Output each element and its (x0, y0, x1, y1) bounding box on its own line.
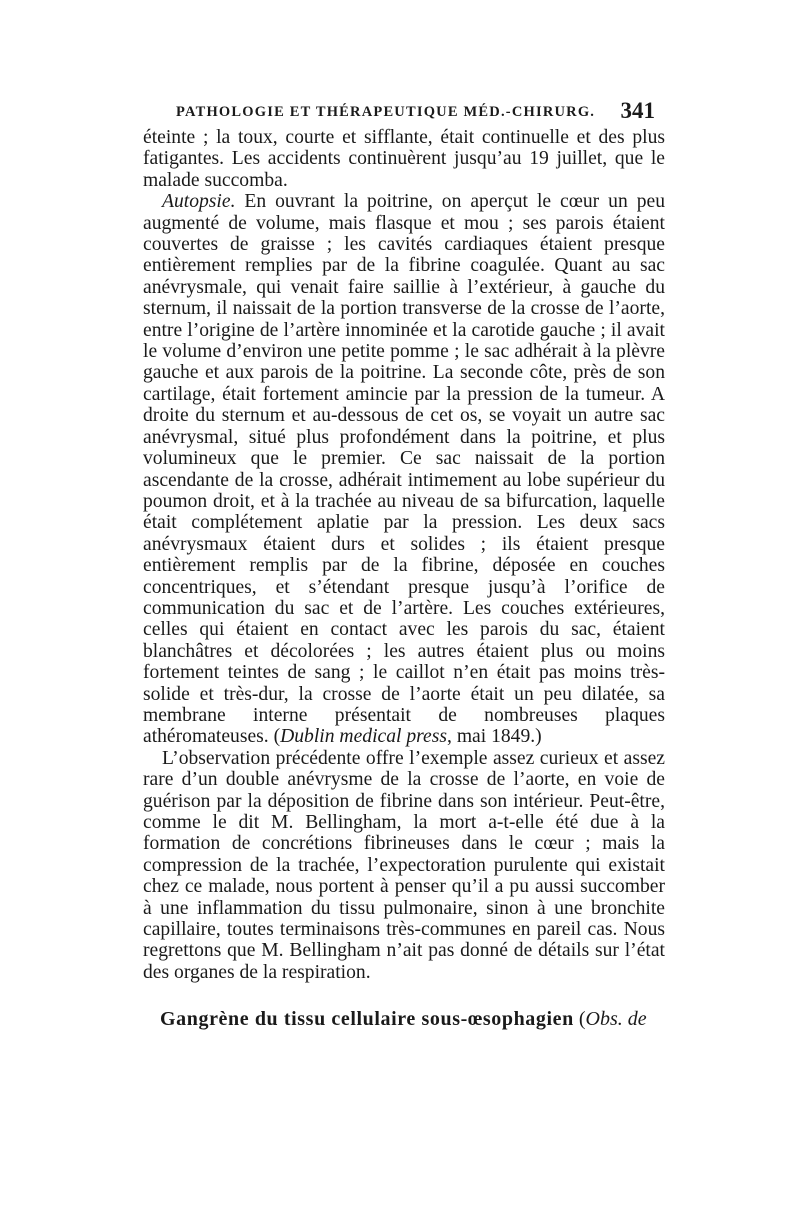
obs-label: Obs. de (585, 1008, 647, 1030)
section-title: Gangrène du tissu cellulaire sous-œsophagien (160, 1008, 574, 1030)
next-section-heading (160, 1008, 665, 1031)
paren-open: ( (573, 1008, 586, 1030)
paragraph-commentary: L’observation précédente offre l’exemple assez curieux et assez rare d’un double anévrysme de la crosse de l’aorte, en voie de guérison par la déposition de fibrine dans son intérieur. Peut-être, comme le dit M. Bellingham, la mort a-t-elle été due à la formation de concrétions fibrineuses dans le cœur ; mais la compression de la trachée, l’expectoration purulente qui existait chez ce malade, nous portent à penser qu’il a pu aussi succomber à une inflammation du tissu pulmonaire, sinon à une bronchite capillaire, toutes terminaisons très-communes en pareil cas. Nous regrettons que M. Bellingham n’ait pas donné de détails sur l’état des organes de la respiration. (143, 747, 665, 983)
source-citation: Dublin medical press (280, 726, 448, 748)
source-date: , mai 1849.) (447, 726, 542, 748)
page-header (143, 98, 665, 128)
body-text (143, 127, 665, 983)
paragraph-continuation: éteinte ; la toux, courte et sifflante, était continuelle et des plus fatigantes. Les accidents continuèrent jusqu’au 19 juillet, que le malade succomba. (143, 127, 665, 191)
autopsie-lead: Autopsie. (162, 191, 236, 213)
paragraph-autopsie (143, 191, 665, 748)
autopsie-text: En ouvrant la poitrine, on aperçut le cœur un peu augmenté de volume, mais flasque et mou ; ses parois étaient couvertes de graisse ; les cavités cardiaques étaient presque entièrement remplies par de la fibrine coagulée. Quant au sac anévrysmale, qui venait faire saillie à l’extérieur, à gauche du sternum, il naissait de la portion transverse de la crosse de l’aorte, entre l’origine de l’artère innominée et la carotide gauche ; il avait le volume d’environ une petite pomme ; le sac adhérait à la plèvre gauche et aux parois de la poitrine. La seconde côte, près de son cartilage, était fortement amincie par la pression de la tumeur. A droite du sternum et au-dessous de cet os, se voyait un autre sac anévrysmal, situé plus profondément dans la poitrine, et plus volumineux que le premier. Ce sac naissait de la portion ascendante de la crosse, adhérait intimement au lobe supérieur du poumon droit, et à la trachée au niveau de sa bifurcation, laquelle était complétement aplatie par la pression. Les deux sacs anévrysmaux étaient durs et solides ; ils étaient presque entièrement remplis par de la fibrine, déposée en couches concentriques, et s’étendant presque jusqu’à l’orifice de communication du sac et de l’artère. Les couches extérieures, celles qui étaient en contact avec les parois du sac, étaient blanchâtres et décolorées ; les autres étaient plus ou moins fortement teintes de sang ; le caillot n’en était pas moins très-solide et très-dur, la crosse de l’aorte était un peu dilatée, sa membrane interne présentait de nombreuses plaques athéromateuses. ( (143, 191, 665, 748)
page-number: 341 (620, 98, 655, 123)
running-head: PATHOLOGIE ET THÉRAPEUTIQUE MÉD.-CHIRURG. (176, 104, 596, 120)
